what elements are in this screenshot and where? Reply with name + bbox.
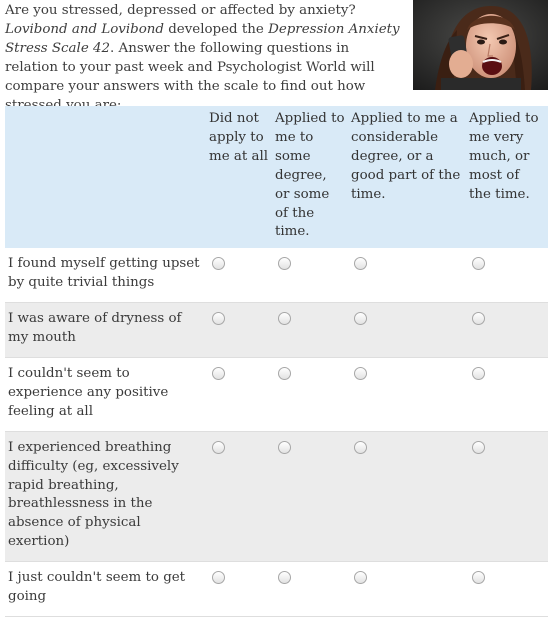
option-cell — [206, 357, 272, 431]
intro-authors: Lovibond and Lovibond — [5, 22, 164, 37]
question-text: I just couldn't seem to get going — [8, 570, 186, 605]
radio-some-degree[interactable] — [278, 257, 291, 270]
radio-some-degree[interactable] — [278, 312, 291, 325]
column-header-considerable-degree: Applied to me a considerable degree, or a good part of the time. — [348, 106, 466, 248]
radio-considerable-degree[interactable] — [354, 571, 367, 584]
radio-some-degree[interactable] — [278, 367, 291, 380]
radio-did-not-apply[interactable] — [212, 571, 225, 584]
option-cell — [466, 303, 548, 358]
option-cell — [348, 357, 466, 431]
option-cell — [206, 562, 272, 617]
table-row — [5, 357, 548, 431]
radio-very-much[interactable] — [472, 367, 485, 380]
radio-considerable-degree[interactable] — [354, 257, 367, 270]
column-header-very-much: Applied to me very much, or most of the time. — [466, 106, 548, 248]
question-column-header — [5, 106, 206, 248]
radio-considerable-degree[interactable] — [354, 367, 367, 380]
option-cell — [466, 357, 548, 431]
intro-scale-name: Depression Anxiety Stress Scale 42 — [5, 22, 400, 56]
intro-text-3: . Answer the following questions in relation to your past week and Psychologist World will compare your answers with the scale to find out how — [5, 41, 375, 94]
question-text: I couldn't seem to experience any positive feeling at all — [8, 365, 169, 419]
option-cell — [348, 431, 466, 561]
radio-did-not-apply[interactable] — [212, 441, 225, 454]
option-cell — [206, 303, 272, 358]
radio-very-much[interactable] — [472, 441, 485, 454]
column-header-did-not-apply: Did not apply to me at all — [206, 106, 272, 248]
radio-very-much[interactable] — [472, 571, 485, 584]
option-cell — [466, 248, 548, 302]
dass-questionnaire-table — [5, 106, 548, 617]
option-cell — [272, 248, 348, 302]
radio-considerable-degree[interactable] — [354, 441, 367, 454]
radio-considerable-degree[interactable] — [354, 312, 367, 325]
question-text: I found myself getting upset by quite trivial things — [8, 256, 200, 291]
radio-did-not-apply[interactable] — [212, 312, 225, 325]
option-cell — [206, 431, 272, 561]
option-cell — [206, 248, 272, 302]
option-cell — [348, 248, 466, 302]
option-cell — [272, 303, 348, 358]
option-cell — [348, 562, 466, 617]
option-cell — [466, 431, 548, 561]
radio-did-not-apply[interactable] — [212, 257, 225, 270]
option-cell — [272, 357, 348, 431]
option-cell — [272, 431, 348, 561]
intro-text-1: Are you stressed, depressed or affected by anxiety? — [5, 3, 356, 18]
table-row — [5, 248, 548, 302]
radio-did-not-apply[interactable] — [212, 367, 225, 380]
intro-text-2: developed the — [163, 22, 269, 37]
radio-some-degree[interactable] — [278, 441, 291, 454]
option-cell — [272, 562, 348, 617]
question-text: I was aware of dryness of my mouth — [5, 303, 206, 358]
radio-very-much[interactable] — [472, 312, 485, 325]
intro-paragraph — [5, 1, 405, 115]
option-cell — [348, 303, 466, 358]
table-row — [5, 303, 548, 358]
table-row — [5, 562, 548, 617]
radio-very-much[interactable] — [472, 257, 485, 270]
radio-some-degree[interactable] — [278, 571, 291, 584]
stressed-woman-illustration — [413, 0, 548, 90]
table-row — [5, 431, 548, 561]
table-header-row — [5, 106, 548, 248]
column-header-some-degree: Applied to me to some degree, or some of the time. — [272, 106, 348, 248]
stressed-woman-photo — [413, 0, 548, 90]
question-text: I experienced breathing difficulty (eg, excessively rapid breathing, breathlessness in the absence of physical exertion) — [5, 431, 206, 561]
option-cell — [466, 562, 548, 617]
